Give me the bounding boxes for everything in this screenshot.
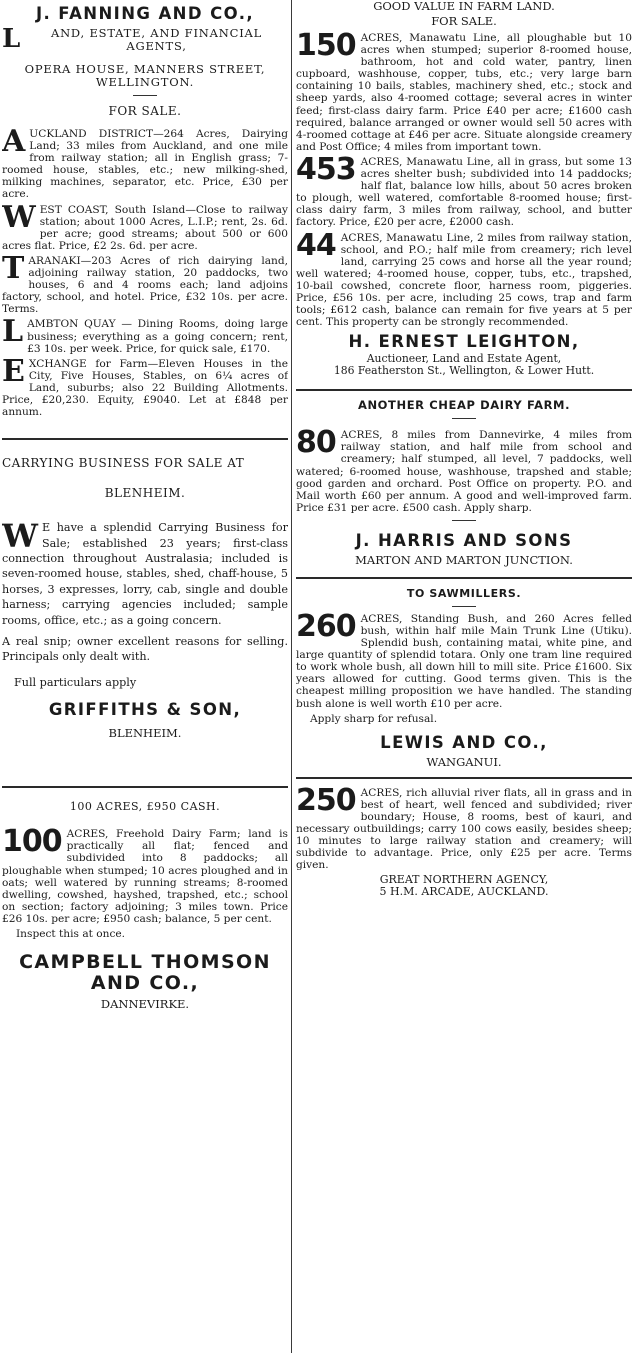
lewis-ad (296, 587, 632, 769)
divider (452, 418, 476, 419)
carrying-ad (2, 456, 288, 740)
lewis-listing (296, 608, 632, 710)
listing-text: UCKLAND DISTRICT—264 Acres, Dairying Land; 33 miles from Auckland, and one mile from railway station; all in English grass; 7-roomed house, stables, etc.; new milking-shed, milking machines, separator, etc. Price, £30 per acre. (2, 128, 288, 201)
griffiths-place: BLENHEIM. (108, 726, 182, 741)
campbell-inspect: Inspect this at once. (16, 927, 126, 940)
fanning-address: OPERA HOUSE, MANNERS STREET, WELLINGTON. (24, 62, 266, 89)
great-northern-listing-number: 250 (296, 782, 356, 818)
leighton-heading-line2: FOR SALE. (431, 14, 497, 28)
harris-place: MARTON AND MARTON JUNCTION. (355, 552, 573, 567)
campbell-heading: 100 ACRES, £950 CASH. (69, 800, 221, 814)
section-rule (2, 786, 288, 788)
campbell-firm-name: CAMPBELL THOMSON AND CO., (19, 951, 271, 995)
listing (296, 151, 632, 229)
carrying-apply: Full particulars apply (14, 675, 137, 689)
lewis-apply: Apply sharp for refusal. (310, 712, 438, 725)
carrying-body (2, 517, 288, 628)
listing-text: XCHANGE for Farm—Eleven Houses in the City, Five Houses, Stables, on 6¼ acres of Land, suburbs; also 22 Building Allotments. Price, £20,230. Equity, £9040. Let at £848 per annum. (2, 357, 288, 419)
listing-text: ARANAKI—203 Acres of rich dairying land, adjoining railway station, 20 paddocks, two houses, 6 and 4 rooms each; land adjoins factory, school, and hotel. Price, £32 10s. per acre. Terms. (2, 254, 288, 316)
listing-dropcap: L (2, 314, 24, 350)
lewis-firm-name: LEWIS AND CO., (380, 732, 548, 752)
carrying-heading: CARRYING BUSINESS FOR SALE AT (2, 456, 245, 471)
campbell-listing (2, 824, 288, 925)
fanning-firm-name: J. FANNING AND CO., (35, 4, 255, 23)
section-rule (296, 777, 632, 779)
campbell-ad (2, 800, 288, 1011)
listing-dropcap: A (2, 124, 26, 159)
great-northern-ad (296, 782, 632, 899)
great-northern-agency: GREAT NORTHERN AGENCY, (379, 873, 549, 887)
listing (296, 28, 632, 153)
fanning-tagline-text: AND, ESTATE, AND FINANCIAL AGENTS, (50, 26, 263, 53)
fanning-for-sale: FOR SALE. (108, 104, 182, 118)
carrying-dropcap: W (2, 517, 38, 556)
listing (2, 353, 288, 419)
right-column (296, 0, 632, 1353)
listing (2, 250, 288, 316)
great-northern-listing (296, 782, 632, 872)
listing-number: 150 (296, 28, 356, 63)
leighton-ad (296, 0, 632, 377)
great-northern-address: 5 H.M. ARCADE, AUCKLAND. (379, 885, 549, 899)
campbell-listing-number: 100 (2, 824, 62, 860)
fanning-tagline-dropcap: L (2, 24, 22, 54)
divider (452, 520, 476, 521)
lewis-heading: TO SAWMILLERS. (406, 586, 522, 600)
leighton-firm-name: H. ERNEST LEIGHTON, (348, 332, 580, 352)
section-rule (296, 577, 632, 579)
great-northern-listing-text: ACRES, rich alluvial river flats, all in grass and in best of heart, well fenced and subdivided; river boundary; House, 8 rooms, best of kauri, and necessary outbuildings; carry 100 cows easily, besides sheep; 10 minutes to large railway station and creamery; will subdivide to advantage. Price, only £25 per acre. Terms given. (296, 786, 632, 872)
lewis-listing-number: 260 (296, 608, 356, 644)
listing (2, 314, 288, 355)
listing (2, 124, 288, 201)
divider (133, 95, 157, 96)
griffiths-firm-name: GRIFFITHS & SON, (48, 700, 242, 720)
campbell-place: DANNEVIRKE. (100, 997, 190, 1012)
lewis-place: WANGANUI. (426, 754, 502, 769)
listing-number: 453 (296, 151, 356, 187)
listing-dropcap: T (2, 250, 25, 286)
leighton-heading-line1: GOOD VALUE IN FARM LAND. (373, 0, 555, 13)
carrying-snip: A real snip; owner excellent reasons for selling. Principals only dealt with. (2, 635, 288, 664)
harris-heading: ANOTHER CHEAP DAIRY FARM. (357, 398, 571, 413)
section-rule (2, 438, 288, 440)
harris-listing (296, 425, 632, 514)
fanning-tagline (2, 24, 288, 54)
carrying-place: BLENHEIM. (104, 486, 186, 501)
listing-text: ACRES, Manawatu Line, all in grass, but some 13 acres shelter bush; subdivided into 14 paddocks; half flat, balance low hills, about 50 acres broken to plough, well watered, comfortable 8-roomed house; first-class dairy farm, 3 miles from railway, school, and butter factory. Price, £20 per acre, £2000 cash. (296, 155, 632, 229)
harris-firm-name: J. HARRIS AND SONS (355, 530, 573, 550)
leighton-role: Auctioneer, Land and Estate Agent, (366, 352, 562, 366)
divider (452, 606, 476, 607)
listing-text: AMBTON QUAY — Dining Rooms, doing large business; everything as a going concern; rent, £3 10s. per week. Price, for quick sale, £170. (27, 318, 288, 355)
carrying-body-text: E have a splendid Carrying Business for Sale; established 23 years; first-class connection throughout Australasia; included is seven-roomed house, stables, shed, chaff-house, 5 horses, 3 expresses, lorry, cab, single and double harness; carrying agencies included; sample rooms, office, etc.; as a going concern. (2, 521, 288, 627)
harris-listing-number: 80 (296, 425, 336, 461)
listing (2, 199, 288, 252)
column-divider (291, 0, 292, 1353)
campbell-listing-text: ACRES, Freehold Dairy Farm; land is practically all flat; fenced and subdivided into 8 paddocks; all ploughable when stumped; 10 acres ploughed and in oats; well watered by running streams; 8-roomed dwelling, cowshed, hayshed, trapshed, etc.; school on section; factory adjoining; 3 miles town. Price £26 10s. per acre; £950 cash; balance, 5 per cent. (2, 828, 288, 925)
harris-ad (296, 399, 632, 567)
lewis-listing-text: ACRES, Standing Bush, and 260 Acres felled bush, within half mile Main Trunk Line (Utiku). Splendid bush, containing matai, white pine, and large quantity of splendid totara. Only one tram line required to work whole bush, all down hill to mill site. Price £1600. Six years allowed for cutting. Good terms given. This is the cheapest milling proposition we have handled. The standing bush alone is well worth £10 per acre. (296, 612, 632, 710)
leighton-address: 186 Featherston St., Wellington, & Lower Hutt. (333, 364, 595, 378)
listing-number: 44 (296, 227, 336, 263)
left-column (2, 0, 288, 1353)
listing (296, 227, 632, 329)
section-rule (296, 389, 632, 391)
listing-text: ACRES, Manawatu Line, all ploughable but 10 acres when stumped; superior 8-roomed house, bathroom, hot and cold water, pantry, linen cupboard, washhouse, copper, tubs, etc.; very large barn containing 10 bails, stables, machinery shed, etc.; stock and sheep yards, also 4-roomed cottage; several acres in winter feed; first-class dairy farm. Price £40 per acre; £1600 cash required, balance arranged or owner would sell 50 acres with 4-roomed cottage at £46 per acre. Situate alongside creamery and Post Office; 4 miles from important town. (296, 32, 632, 153)
listing-text: ACRES, Manawatu Line, 2 miles from railway station, school, and P.O.; half mile from creamery; rich level land, carrying 25 cows and horse all the year round; well watered; 4-roomed house, copper, tubs, etc., trapshed, 10-bail cowshed, concrete floor, harness room, piggeries. Price, £56 10s. per acre, including 25 cows, trap and farm tools; £612 cash, balance can remain for five years at 5 per cent. This property can be strongly recommended. (296, 231, 632, 329)
fanning-ad (2, 4, 288, 418)
listing-dropcap: W (2, 199, 36, 235)
listing-dropcap: E (2, 353, 25, 389)
listing-text: EST COAST, South Island—Close to railway station; about 1000 Acres, L.I.P.; rent, 2s. 6d. per acre; good streams; about 500 or 600 acres flat. Price, £2 2s. 6d. per acre. (2, 203, 288, 252)
harris-listing-text: ACRES, 8 miles from Dannevirke, 4 miles from railway station, and half mile from school and creamery; half stumped, all level, 7 paddocks, well watered; 6-roomed house, washhouse, trapshed and stable; good garden and orchard. Post Office on property. P.O. and Mail worth £60 per annum. A good and well-improved farm. Price £31 per acre. £500 cash. Apply sharp. (296, 429, 632, 514)
